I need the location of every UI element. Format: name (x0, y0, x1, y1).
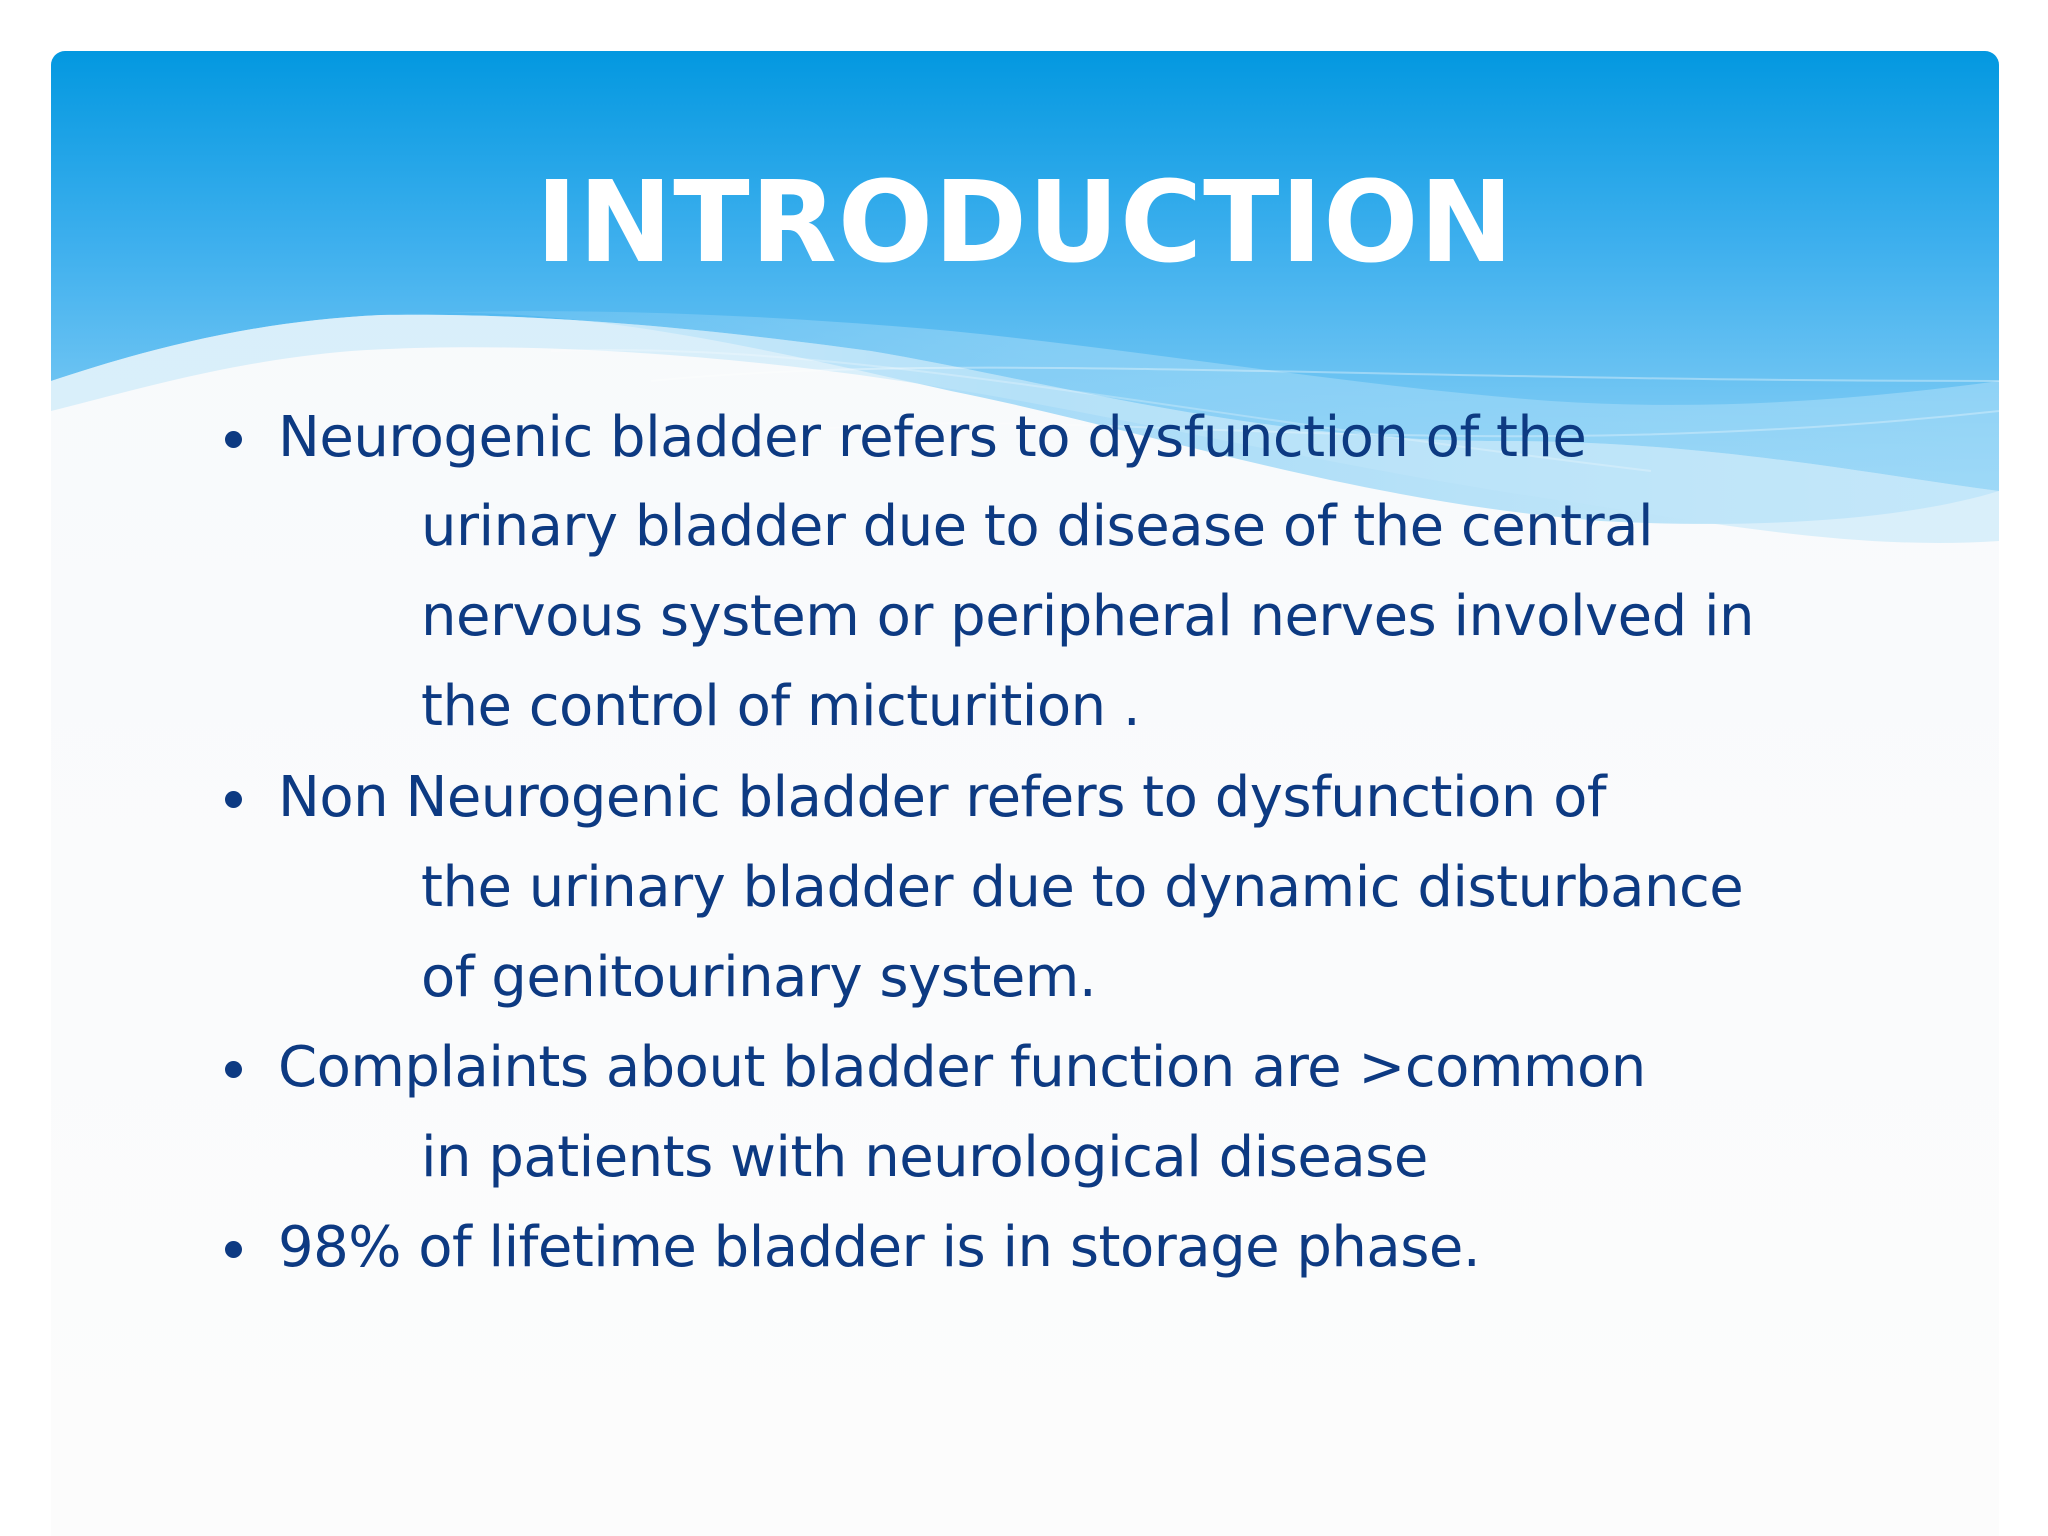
slide-panel (51, 51, 1999, 1536)
bullet-list (51, 51, 1999, 1536)
bullet-text-line: of genitourinary system. (421, 945, 1097, 1010)
bullet-text-line: Complaints about bladder function are >common (278, 1035, 1646, 1100)
bullet-text-line: nervous system or peripheral nerves involved in (421, 584, 1754, 649)
bullet-text-line: the urinary bladder due to dynamic disturbance (421, 855, 1744, 920)
bullet-text-line: in patients with neurological disease (421, 1125, 1428, 1190)
bullet-text-line: Non Neurogenic bladder refers to dysfunction of (278, 765, 1607, 830)
bullet-dot-icon (225, 1241, 242, 1258)
bullet-dot-icon (225, 1061, 242, 1078)
bullet-text-line: Neurogenic bladder refers to dysfunction of the (278, 405, 1587, 470)
bullet-text-line: 98% of lifetime bladder is in storage phase. (278, 1215, 1481, 1280)
bullet-text-line: urinary bladder due to disease of the central (421, 494, 1654, 559)
bullet-dot-icon (225, 791, 242, 808)
slide-title: INTRODUCTION (535, 158, 1515, 288)
bullet-text-line: the control of micturition . (421, 674, 1141, 739)
bullet-dot-icon (225, 431, 242, 448)
